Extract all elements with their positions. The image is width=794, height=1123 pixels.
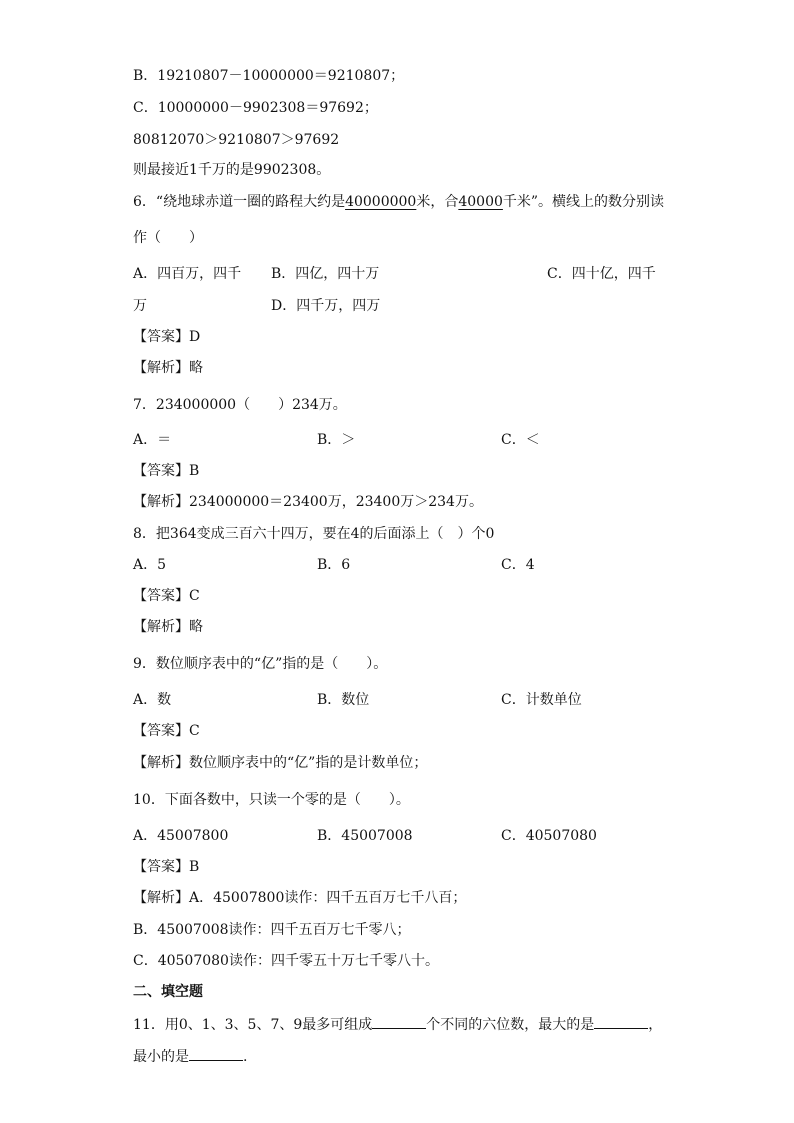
question-6-stem-cont: 作（ ） bbox=[133, 230, 203, 246]
option-a: A．＝ bbox=[133, 432, 172, 448]
question-11-stem bbox=[133, 1014, 662, 1035]
option-a: A．四百万，四千 bbox=[133, 266, 242, 282]
answer: 【答案】D bbox=[133, 329, 201, 345]
question-6-options-row1 bbox=[133, 264, 673, 284]
stem-text: 6．“绕地球赤道一圈的路程大约是 bbox=[133, 194, 346, 210]
option-c: C．四十亿，四千 bbox=[547, 266, 656, 282]
option-c: C．40507080 bbox=[501, 828, 597, 844]
text-line: B．19210807－10000000＝9210807； bbox=[133, 68, 405, 84]
answer: 【答案】C bbox=[133, 588, 200, 604]
stem-text: 千米”。横线上的数分别读 bbox=[502, 194, 665, 210]
question-9-options bbox=[133, 690, 673, 710]
text-line: 则最接近1千万的是9902308。 bbox=[133, 162, 331, 178]
analysis: 【解析】A．45007800读作：四千五百万七千八百； bbox=[133, 890, 467, 906]
option-b: B．数位 bbox=[317, 692, 370, 708]
analysis: 【解析】略 bbox=[133, 619, 203, 635]
question-9-stem: 9．数位顺序表中的“亿”指的是（ ）。 bbox=[133, 656, 388, 672]
answer: 【答案】B bbox=[133, 463, 200, 479]
option-b: B．＞ bbox=[317, 432, 356, 448]
answer: 【答案】C bbox=[133, 723, 200, 739]
text-line: 80812070＞9210807＞97692 bbox=[133, 132, 340, 148]
question-8-options bbox=[133, 555, 673, 575]
analysis-line: B．45007008读作：四千五百万七千零八； bbox=[133, 922, 411, 938]
option-b: B．6 bbox=[317, 557, 351, 573]
option-a: A．45007800 bbox=[133, 828, 229, 844]
section-title: 二、填空题 bbox=[133, 984, 203, 1000]
stem-text: . bbox=[243, 1049, 248, 1065]
question-6-options-row2 bbox=[133, 296, 673, 316]
question-6-stem bbox=[133, 192, 664, 212]
question-7-stem: 7．234000000（ ）234万。 bbox=[133, 397, 347, 413]
stem-text: 米，合 bbox=[416, 194, 459, 210]
analysis: 【解析】略 bbox=[133, 360, 203, 376]
question-11-stem-cont bbox=[133, 1046, 247, 1067]
text-line: C．10000000－9902308＝97692； bbox=[133, 100, 378, 116]
option-b: B．45007008 bbox=[317, 828, 413, 844]
question-10-stem: 10．下面各数中，只读一个零的是（ ）。 bbox=[133, 792, 410, 808]
analysis: 【解析】234000000＝23400万，23400万＞234万。 bbox=[133, 494, 483, 510]
option-c: C．4 bbox=[501, 557, 535, 573]
question-7-options bbox=[133, 430, 673, 450]
analysis-line: C．40507080读作：四千零五十万七千零八十。 bbox=[133, 953, 439, 969]
fill-blank[interactable] bbox=[372, 1014, 426, 1029]
stem-text: 最小的是 bbox=[133, 1049, 189, 1065]
fill-blank[interactable] bbox=[594, 1014, 648, 1029]
question-8-stem: 8．把364变成三百六十四万，要在4的后面添上（ ）个0 bbox=[133, 526, 495, 542]
option-c-cont: 万 bbox=[133, 298, 147, 314]
question-10-options bbox=[133, 826, 673, 846]
stem-text: 个不同的六位数，最大的是 bbox=[426, 1017, 595, 1033]
stem-text: 11．用0、1、3、5、7、9最多可组成 bbox=[133, 1017, 373, 1033]
fill-blank[interactable] bbox=[189, 1046, 243, 1061]
answer: 【答案】B bbox=[133, 859, 200, 875]
option-c: C．计数单位 bbox=[501, 692, 582, 708]
stem-text: ， bbox=[648, 1017, 663, 1033]
option-d: D．四千万，四万 bbox=[271, 298, 381, 314]
option-c: C．＜ bbox=[501, 432, 540, 448]
option-a: A．数 bbox=[133, 692, 172, 708]
option-a: A．5 bbox=[133, 557, 167, 573]
option-b: B．四亿，四十万 bbox=[271, 266, 380, 282]
underlined-number: 40000 bbox=[458, 194, 503, 210]
analysis: 【解析】数位顺序表中的“亿”指的是计数单位； bbox=[133, 755, 428, 771]
underlined-number: 40000000 bbox=[345, 194, 417, 210]
